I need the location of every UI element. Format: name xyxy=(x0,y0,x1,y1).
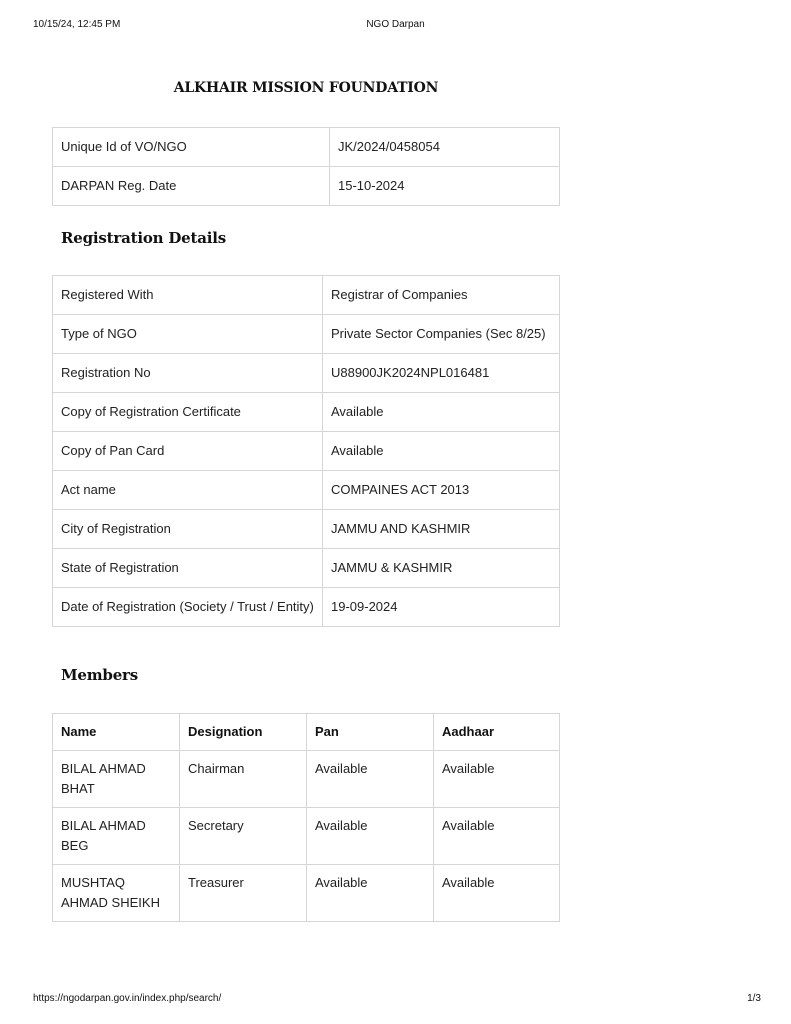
field-label: Act name xyxy=(53,471,323,510)
table-row xyxy=(53,808,560,865)
field-value: JAMMU & KASHMIR xyxy=(323,549,560,588)
field-value: 19-09-2024 xyxy=(323,588,560,627)
table-row xyxy=(53,588,560,627)
print-page-number: 1/3 xyxy=(747,993,761,1004)
member-pan: Available xyxy=(307,808,434,865)
member-designation: Treasurer xyxy=(180,865,307,922)
member-aadhaar: Available xyxy=(434,751,560,808)
registration-details-heading: Registration Details xyxy=(61,229,226,247)
field-value: U88900JK2024NPL016481 xyxy=(323,354,560,393)
registration-table xyxy=(52,275,560,627)
member-name: BILAL AHMAD BEG xyxy=(53,808,180,865)
table-row xyxy=(53,471,560,510)
member-name: BILAL AHMAD BHAT xyxy=(53,751,180,808)
member-name: MUSHTAQ AHMAD SHEIKH xyxy=(53,865,180,922)
table-row xyxy=(53,751,560,808)
field-value: Available xyxy=(323,393,560,432)
summary-label: Unique Id of VO/NGO xyxy=(53,128,330,167)
summary-row-unique-id xyxy=(53,128,560,167)
member-pan: Available xyxy=(307,751,434,808)
column-header-aadhaar: Aadhaar xyxy=(434,714,560,751)
field-value: COMPAINES ACT 2013 xyxy=(323,471,560,510)
field-label: State of Registration xyxy=(53,549,323,588)
summary-value: 15-10-2024 xyxy=(330,167,560,206)
member-aadhaar: Available xyxy=(434,865,560,922)
field-value: Registrar of Companies xyxy=(323,276,560,315)
field-label: Type of NGO xyxy=(53,315,323,354)
summary-row-reg-date xyxy=(53,167,560,206)
print-page-title: NGO Darpan xyxy=(366,19,425,30)
table-row xyxy=(53,510,560,549)
field-label: Date of Registration (Society / Trust / Entity) xyxy=(53,588,323,627)
field-label: Registration No xyxy=(53,354,323,393)
org-name: ALKHAIR MISSION FOUNDATION xyxy=(173,80,439,96)
table-row xyxy=(53,276,560,315)
field-label: Copy of Registration Certificate xyxy=(53,393,323,432)
column-header-name: Name xyxy=(53,714,180,751)
summary-label: DARPAN Reg. Date xyxy=(53,167,330,206)
table-row xyxy=(53,315,560,354)
field-label: Registered With xyxy=(53,276,323,315)
field-label: Copy of Pan Card xyxy=(53,432,323,471)
summary-table xyxy=(52,127,560,206)
table-row xyxy=(53,354,560,393)
field-value: Private Sector Companies (Sec 8/25) xyxy=(323,315,560,354)
member-designation: Chairman xyxy=(180,751,307,808)
summary-value: JK/2024/0458054 xyxy=(330,128,560,167)
member-designation: Secretary xyxy=(180,808,307,865)
field-label: City of Registration xyxy=(53,510,323,549)
table-row xyxy=(53,865,560,922)
members-table xyxy=(52,713,560,922)
table-row xyxy=(53,549,560,588)
members-header-row xyxy=(53,714,560,751)
table-row xyxy=(53,432,560,471)
field-value: JAMMU AND KASHMIR xyxy=(323,510,560,549)
field-value: Available xyxy=(323,432,560,471)
column-header-designation: Designation xyxy=(180,714,307,751)
print-url: https://ngodarpan.gov.in/index.php/search/ xyxy=(33,993,222,1004)
table-row xyxy=(53,393,560,432)
column-header-pan: Pan xyxy=(307,714,434,751)
member-pan: Available xyxy=(307,865,434,922)
members-heading: Members xyxy=(61,666,138,684)
print-datetime: 10/15/24, 12:45 PM xyxy=(33,19,121,30)
member-aadhaar: Available xyxy=(434,808,560,865)
